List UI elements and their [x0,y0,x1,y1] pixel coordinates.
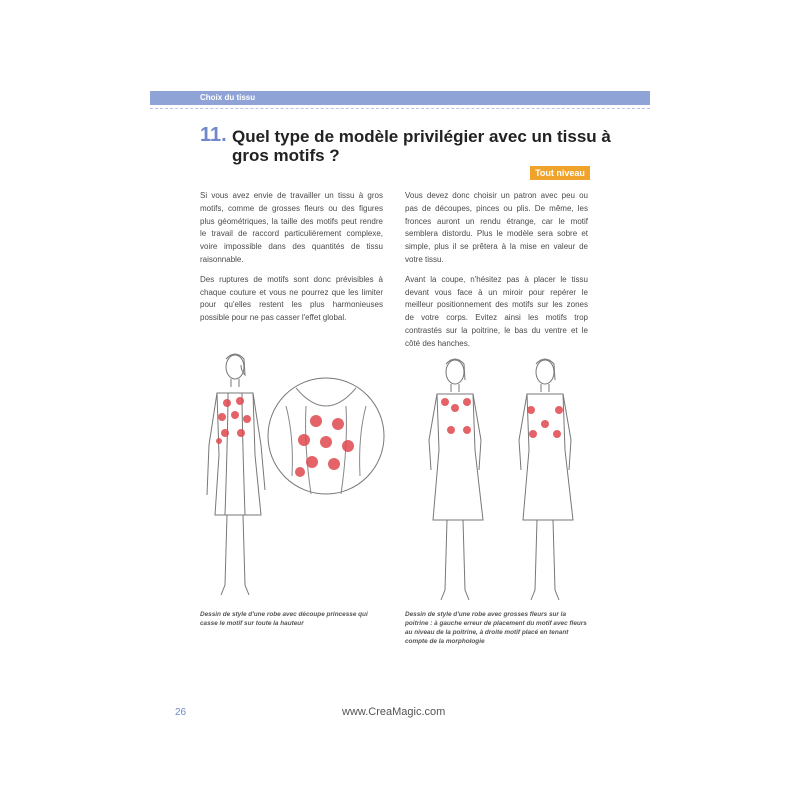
caption-right: Dessin de style d'une robe avec grosses fleurs sur la poitrine : à gauche erreur de placement du motif avec fleurs au niveau de la poitrine, à droite motif placé en tenant compte de la morphologie [405,611,587,645]
dress-illustration-right-placement [505,350,585,605]
header-divider [150,108,650,109]
page-title: Quel type de modèle privilégier avec un tissu à gros motifs ? [232,127,611,165]
paragraph: Des ruptures de motifs sont donc prévisibles à chaque couture et vous ne pourrez que les limiter pour qu'elles restent les plus harmonieuses possible pour ne pas casser l'effet global. [200,274,383,323]
dress-illustration-princess [195,345,275,600]
watermark-text: www.CreaMagic.com [342,706,446,718]
paragraph: Avant la coupe, n'hésitez pas à placer le tissu devant vous face à un miroir pour repérer le meilleur positionnement des motifs sur les zones de votre corps. Evitez ainsi les motifs trop contrastés sur la poitrine, le bas du ventre et le côté des hanches. [405,274,588,348]
text-column-right [405,190,588,358]
level-badge: Tout niveau [530,166,590,180]
page-number: 26 [175,707,187,718]
section-header-bar [150,91,650,105]
chapter-number: 11. [200,124,227,146]
caption-left: Dessin de style d'une robe avec découpe princesse qui casse le motif sur toute la hauteur [200,611,368,627]
section-label: Choix du tissu [200,93,256,102]
dress-illustration-wrong-placement [415,350,495,605]
text-column-left [200,190,383,332]
paragraph: Si vous avez envie de travailler un tissu à gros motifs, comme de grosses fleurs ou des figures plus géométriques, la taille des motifs peut rendre le travail de raccord particulièrement complexe, voire impossible dans des quantités de tissu raisonnable. [200,191,383,264]
paragraph: Vous devez donc choisir un patron avec peu ou pas de découpes, pinces ou plis. De même, les fronces auront un rendu étrange, car le motif semblera distordu. Plus le modèle sera sobre et simple, plus il se prêtera à la mise en valeur de votre tissu. [405,191,588,264]
zoom-detail-circle [266,376,386,496]
